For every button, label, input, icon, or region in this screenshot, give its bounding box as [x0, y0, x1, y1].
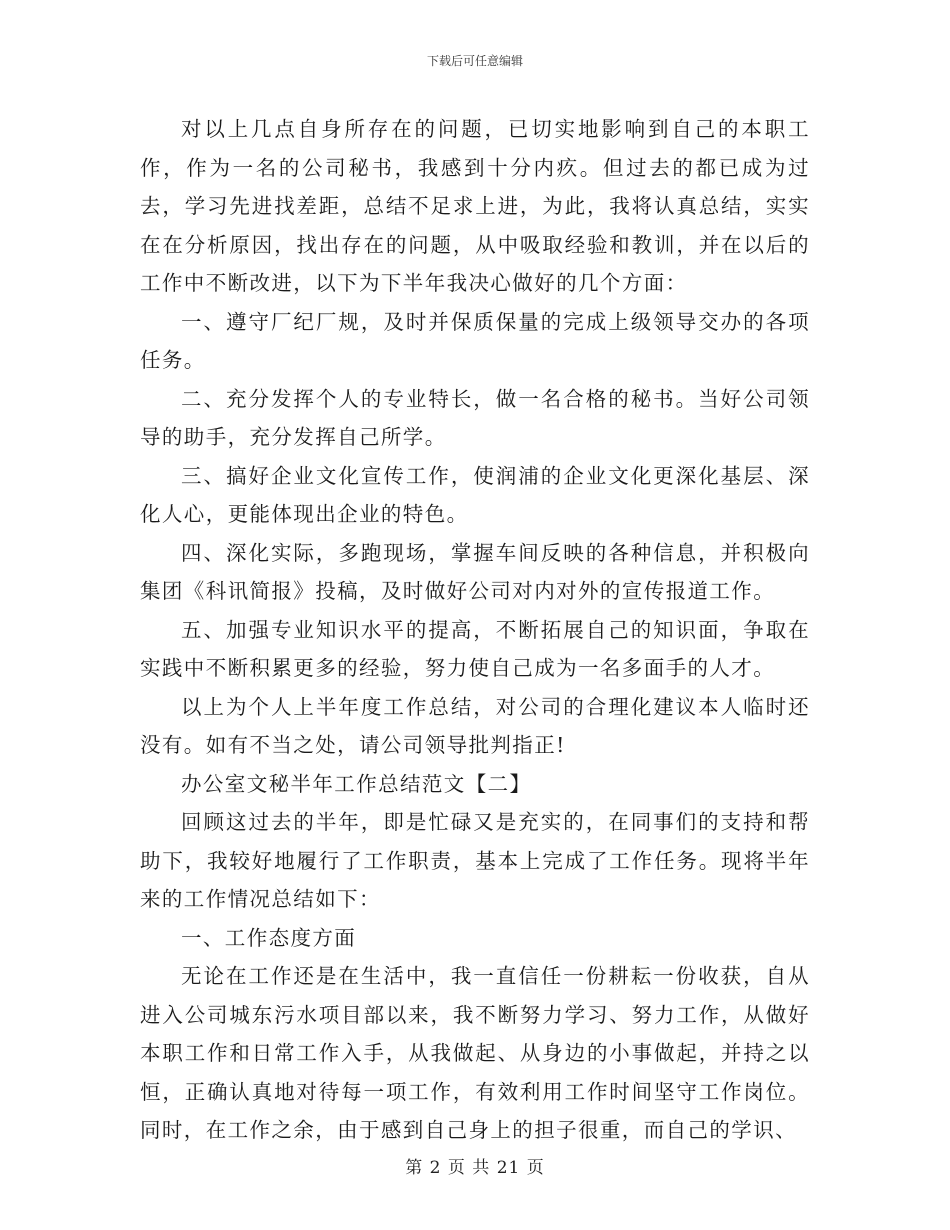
paragraph-intro-reflection: 对以上几点自身所存在的问题，已切实地影响到自己的本职工作，作为一名的公司秘书，我感到十分内疚。但过去的都已成为过去，学习先进找差距，总结不足求上进，为此，我将认真总结，实实在在分析原因，找出存在的问题，从中吸取经验和教训，并在以后的工作中不断改进，以下为下半年我决心做好的几个方面：: [140, 117, 810, 295]
paragraph-item-2: 二、充分发挥个人的专业特长，做一名合格的秘书。当好公司领导的助手，充分发挥自己所学。: [140, 386, 810, 449]
paragraph-item-3: 三、搞好企业文化宣传工作，使润浦的企业文化更深化基层、深化人心，更能体现出企业的特色。: [140, 463, 810, 526]
subsection-heading: 一、工作态度方面: [181, 925, 357, 950]
page-header: 下载后可任意编辑: [426, 54, 523, 68]
document-body: [140, 110, 810, 1150]
paragraph-item-4: 四、深化实际，多跑现场，掌握车间反映的各种信息，并积极向集团《科讯简报》投稿，及时做好公司对内对外的宣传报道工作。: [140, 540, 810, 603]
paragraph-closing: 以上为个人上半年度工作总结，对公司的合理化建议本人临时还没有。如有不当之处，请公司领导批判指正!: [140, 694, 810, 757]
section-title: 办公室文秘半年工作总结范文【二】: [181, 771, 532, 796]
page-number-footer: 第 2 页 共 21 页: [405, 1158, 545, 1178]
paragraph-item-1: 一、遵守厂纪厂规，及时并保质保量的完成上级领导交办的各项任务。: [140, 309, 810, 372]
paragraph-review: 回顾这过去的半年，即是忙碌又是充实的，在同事们的支持和帮助下，我较好地履行了工作职责，基本上完成了工作任务。现将半年来的工作情况总结如下：: [140, 810, 810, 911]
paragraph-item-5: 五、加强专业知识水平的提高，不断拓展自己的知识面，争取在实践中不断积累更多的经验，努力使自己成为一名多面手的人才。: [140, 617, 810, 680]
paragraph-work-attitude: 无论在工作还是在生活中，我一直信任一份耕耘一份收获，自从进入公司城东污水项目部以来，我不断努力学习、努力工作，从做好本职工作和日常工作入手，从我做起、从身边的小事做起，并持之以恒，正确认真地对待每一项工作，有效利用工作时间坚守工作岗位。同时，在工作之余，由于感到自己身上的担子很重，而自己的学识、: [140, 964, 810, 1142]
